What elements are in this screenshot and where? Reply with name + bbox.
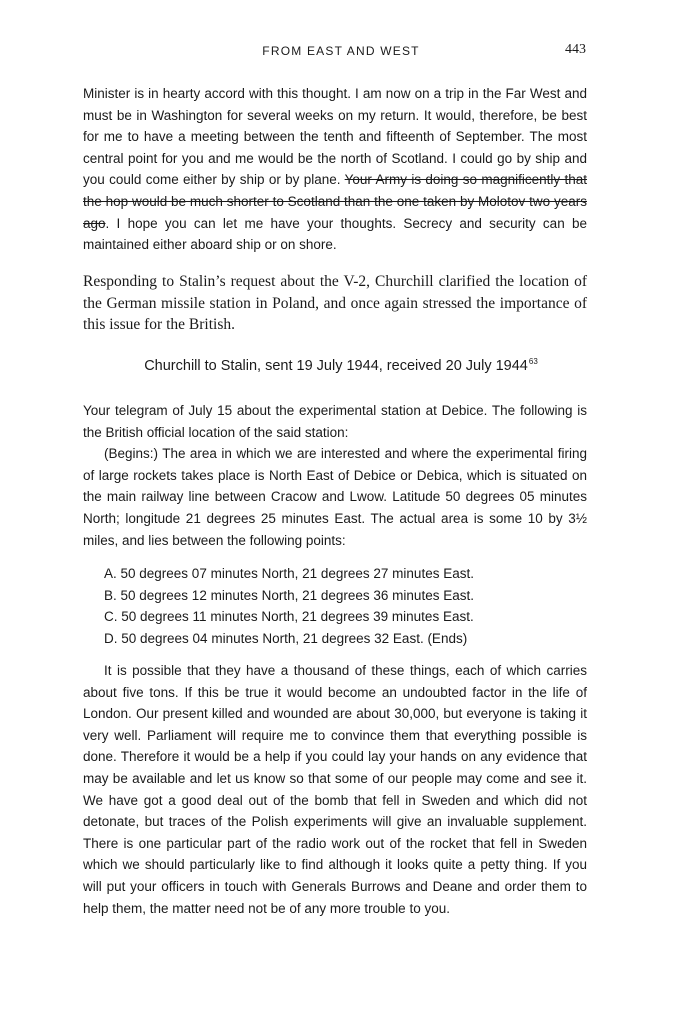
editorial-commentary: Responding to Stalin’s request about the V-2, Churchill clarified the location of the German missile station in Poland, and once again stressed the importance of this issue for the British. [83, 273, 587, 333]
running-header: FROM EAST AND WEST [262, 44, 420, 58]
document-heading [0, 357, 682, 374]
footnote-marker: 63 [528, 357, 538, 366]
struck-through-text: Your Army is doing so magnificently that the hop would be much shorter to Scotland than the one taken by Molotov two years ago [83, 172, 588, 231]
page-number: 443 [565, 42, 586, 57]
coordinate-list [104, 563, 584, 649]
intro-text-end: . I hope you can let me have your thoughts. Secrecy and security can be maintained either aboard ship or on shore. [83, 215, 587, 253]
telegram-paragraph-1: Your telegram of July 15 about the experimental station at Debice. The following is the British official location of the said station: [83, 403, 587, 440]
coordinate-point-d: D. 50 degrees 04 minutes North, 21 degrees 32 East. (Ends) [104, 630, 468, 646]
coordinate-point-c: C. 50 degrees 11 minutes North, 21 degrees 39 minutes East. [104, 609, 474, 625]
telegram-paragraph-2: (Begins:) The area in which we are interested and where the experimental firing of large rockets takes place is North East of Debice or Debica, which is situated on the main railway line between Cracow and Lwow. Latitude 50 degrees 05 minutes North; longitude 21 degrees 25 minutes East. The actual area is some 10 by 3½ miles, and lies between the following points: [83, 446, 587, 548]
coordinate-point-a: A. 50 degrees 07 minutes North, 21 degrees 27 minutes East. [104, 566, 474, 581]
telegram-body [83, 400, 587, 551]
intro-paragraph [83, 83, 587, 256]
intro-text-start: Minister is in hearty accord with this thought. I am now on a trip in the Far West and must be in Washington for several weeks on my return. It would, therefore, be best for me to have a meeting between the tenth and fifteenth of September. The most central point for you and me would be the north of Scotland. I could go by ship and you could come either by ship or by plane. [83, 86, 587, 188]
document-heading-text: Churchill to Stalin, sent 19 July 1944, received 20 July 1944 [144, 358, 528, 374]
telegram-paragraph-3: It is possible that they have a thousand of these things, each of which carries about five tons. If this be true it would become an undoubted factor in the life of London. Our present killed and wounded are about 30,000, but everyone is taking it very well. Parliament will require me to convince them that everything possible is done. Therefore it would be a help if you could lay your hands on any evidence that may be available and let us know so that some of our people may come and see it. We have got a good deal out of the bomb that fell in Sweden and which did not detonate, but traces of the Polish experiments will give an invaluable supplement. There is one particular part of the radio work out of the rocket that fell in Sweden which we should particularly like to find although it looks quite a petty thing. If you will put your officers in touch with Generals Burrows and Deane and order them to help them, the matter need not be of any more trouble to you. [83, 663, 587, 916]
telegram-body-continued [83, 660, 587, 919]
coordinate-point-b: B. 50 degrees 12 minutes North, 21 degrees 36 minutes East. [104, 587, 474, 603]
